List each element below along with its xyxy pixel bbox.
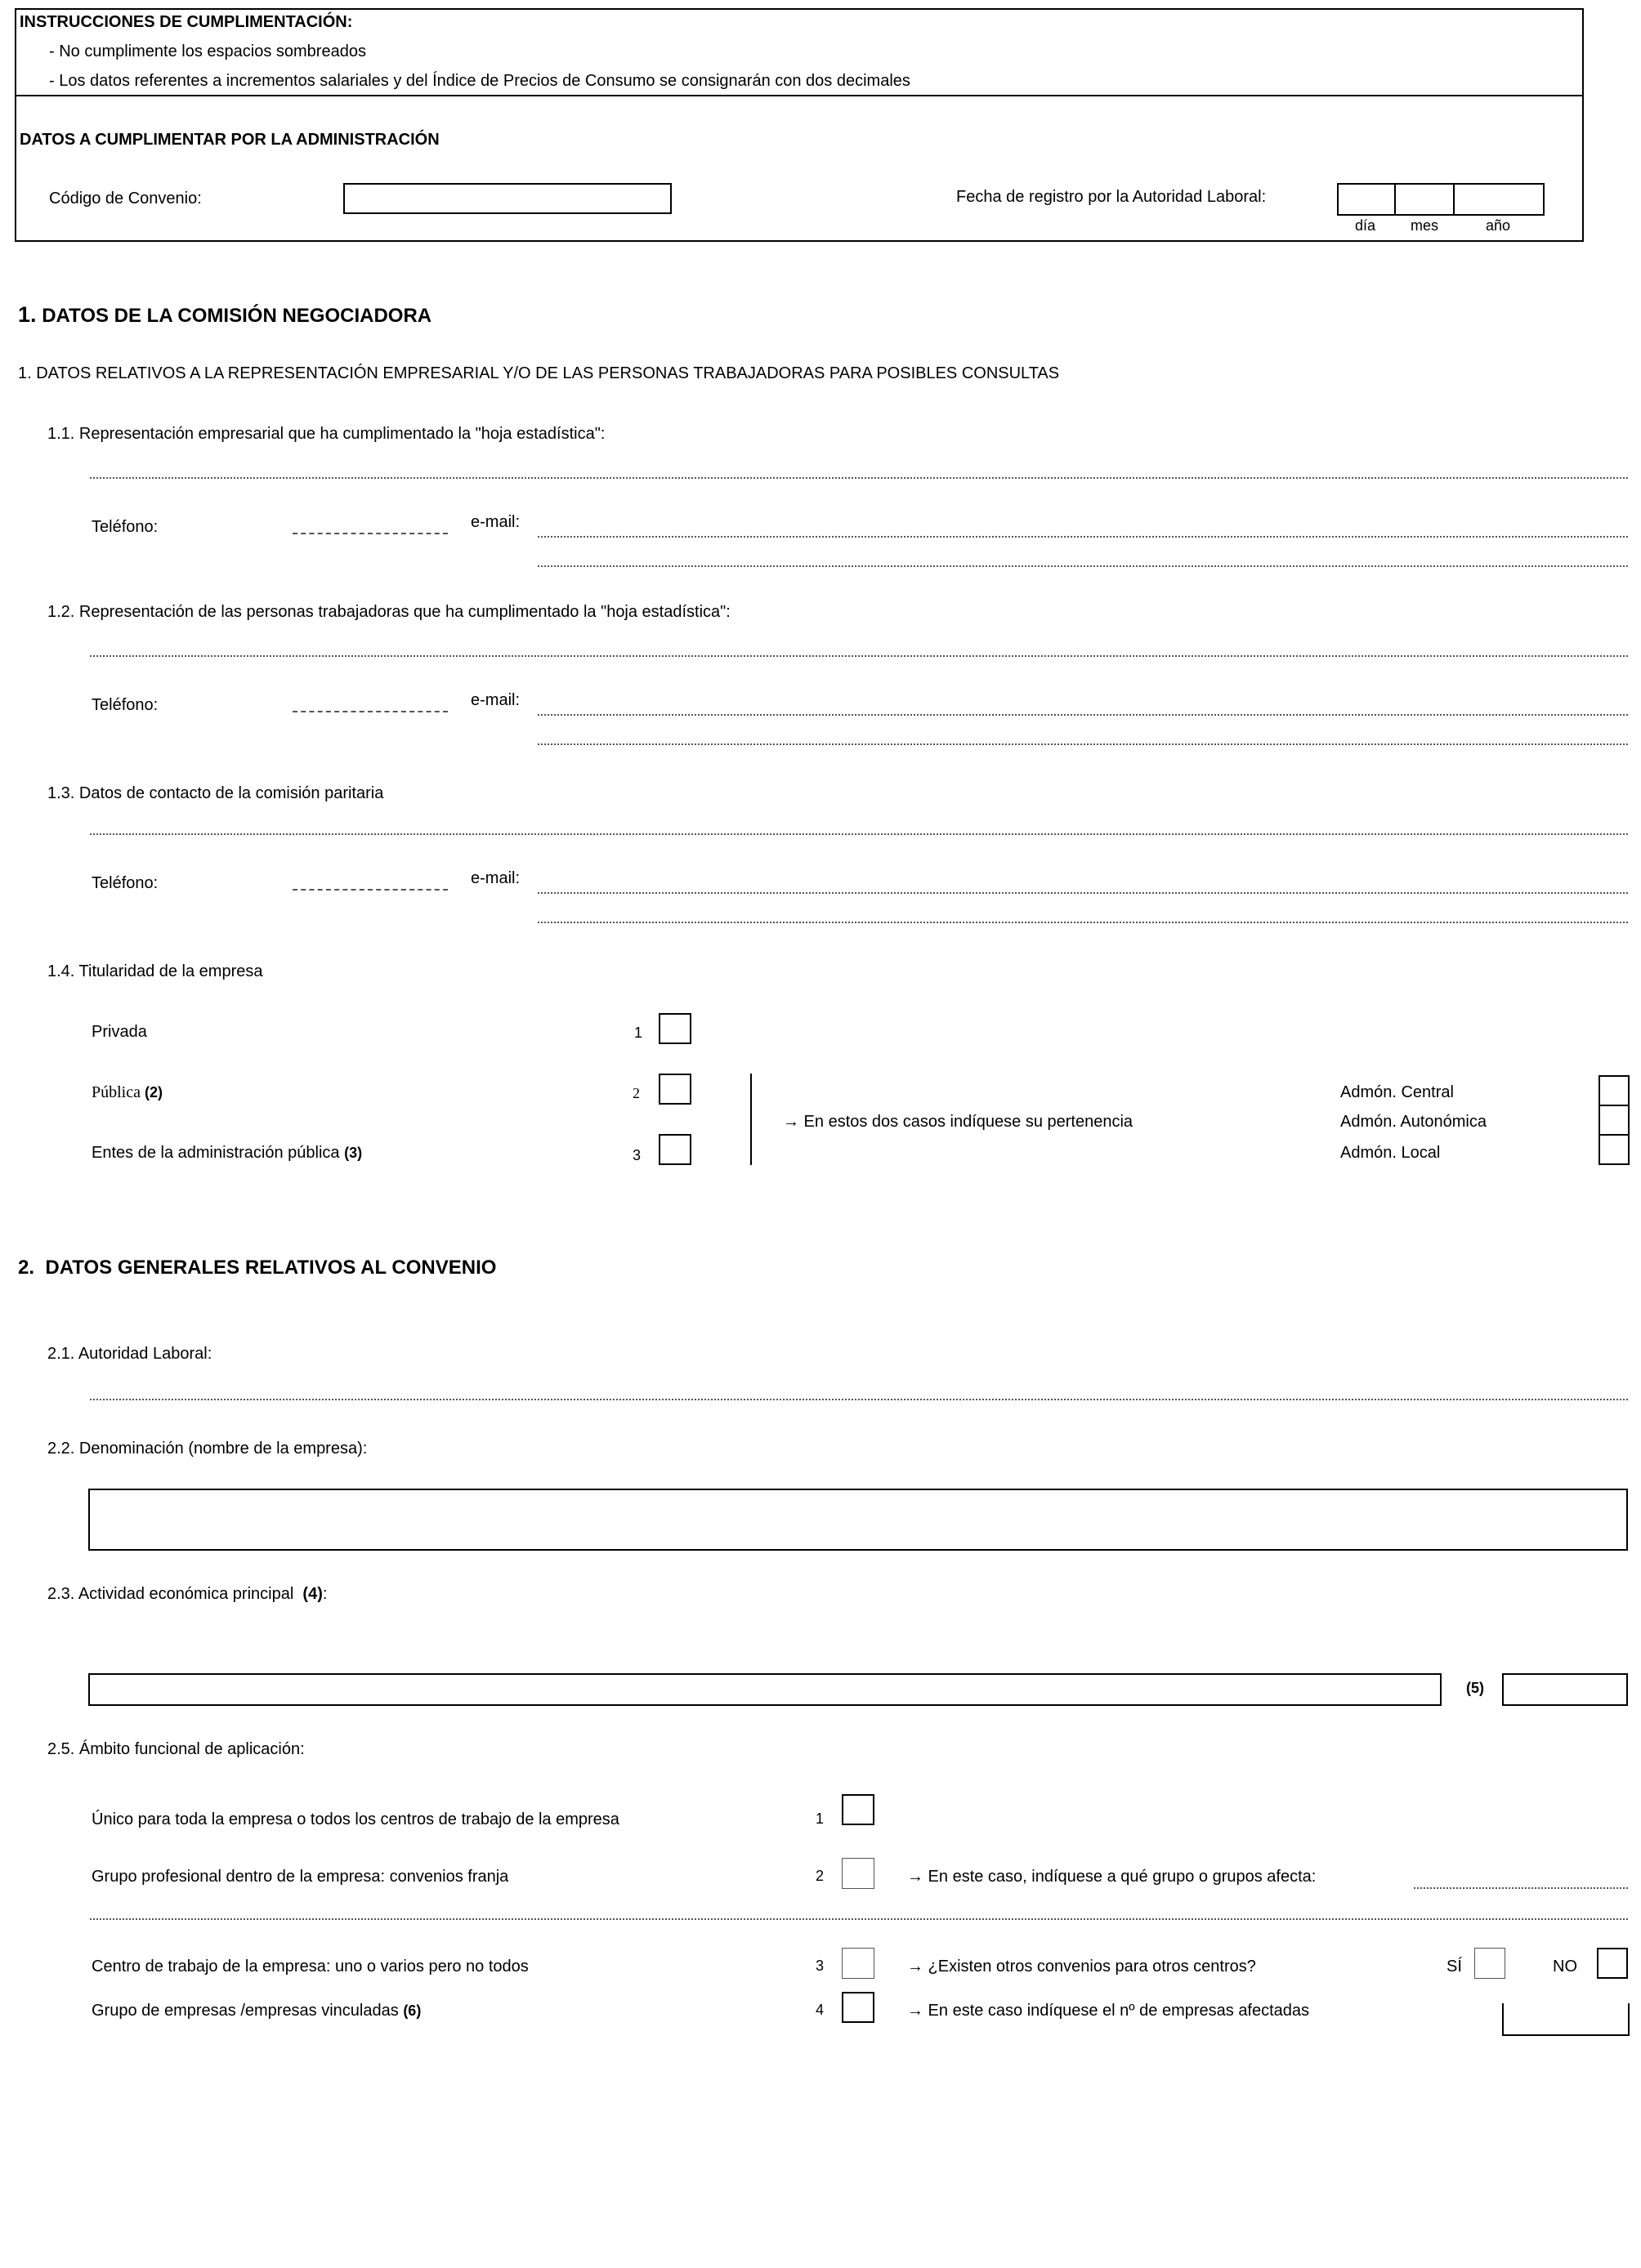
unico-number: 1 xyxy=(816,1810,825,1827)
grupo-emp-label xyxy=(92,2002,421,2020)
q13-email-label: e-mail: xyxy=(471,869,521,887)
si-label: SÍ xyxy=(1446,1958,1462,1976)
grupo-prof-checkbox[interactable] xyxy=(842,1858,874,1889)
fecha-mes-input[interactable] xyxy=(1394,183,1455,216)
no-checkbox[interactable] xyxy=(1597,1948,1628,1979)
grupo-emp-note: (6) xyxy=(403,2002,422,2019)
denominacion-input[interactable] xyxy=(88,1489,1628,1551)
q11-label: 1.1. Representación empresarial que ha cumplimentado la "hoja estadística": xyxy=(47,425,606,443)
fecha-anio-caption: año xyxy=(1486,217,1511,234)
publica-number: 2 xyxy=(633,1085,640,1101)
admon-local-label: Admón. Local xyxy=(1340,1144,1441,1162)
section1-heading xyxy=(18,302,431,328)
q23-label xyxy=(47,1585,327,1604)
section1-number: 1. xyxy=(18,302,37,327)
fecha-mes-caption: mes xyxy=(1411,217,1439,234)
section2-heading xyxy=(18,1257,496,1279)
q11-email-line-2[interactable] xyxy=(538,565,1628,567)
instructions-divider xyxy=(15,95,1584,96)
q13-telefono-label: Teléfono: xyxy=(92,874,159,892)
grupo-emp-checkbox[interactable] xyxy=(842,1992,874,2023)
publica-label xyxy=(92,1083,163,1102)
admon-central-label: Admón. Central xyxy=(1340,1083,1454,1101)
entes-number: 3 xyxy=(633,1147,642,1163)
q21-line[interactable] xyxy=(90,1399,1628,1400)
grupo-emp-arrow-label: → En este caso indíquese el nº de empresas afectadas xyxy=(907,2002,1310,2020)
centro-checkbox[interactable] xyxy=(842,1948,874,1979)
entes-note: (3) xyxy=(344,1145,363,1161)
instructions-line-2: - Los datos referentes a incrementos salariales y del Índice de Precios de Consumo se consignarán con dos decimales xyxy=(49,72,910,90)
actividad-input[interactable] xyxy=(88,1673,1442,1706)
instructions-title: INSTRUCCIONES DE CUMPLIMENTACIÓN: xyxy=(20,13,353,31)
actividad-code-input[interactable] xyxy=(1502,1673,1628,1706)
q13-telefono-line[interactable] xyxy=(293,889,448,891)
publica-text: Pública xyxy=(92,1083,141,1101)
q11-email-label: e-mail: xyxy=(471,513,521,531)
q14-label: 1.4. Titularidad de la empresa xyxy=(47,962,263,980)
grupo-prof-number: 2 xyxy=(816,1868,825,1884)
fecha-dia-input[interactable] xyxy=(1337,183,1396,216)
entes-text: Entes de la administración pública xyxy=(92,1144,340,1162)
privada-number: 1 xyxy=(634,1025,643,1041)
grupo-prof-arrow-label: → En este caso, indíquese a qué grupo o grupos afecta: xyxy=(907,1868,1317,1886)
q13-name-line[interactable] xyxy=(90,833,1628,835)
q23-text: 2.3. Actividad económica principal xyxy=(47,1585,294,1603)
entes-checkbox[interactable] xyxy=(659,1134,691,1165)
note-5: (5) xyxy=(1466,1680,1484,1696)
q11-email-line-1[interactable] xyxy=(538,536,1628,538)
q25-label: 2.5. Ámbito funcional de aplicación: xyxy=(47,1740,305,1758)
q23-colon: : xyxy=(322,1585,328,1603)
admon-autonomica-label: Admón. Autonómica xyxy=(1340,1113,1487,1131)
q12-label: 1.2. Representación de las personas trabajadoras que ha cumplimentado la "hoja estadística": xyxy=(47,603,731,621)
privada-label: Privada xyxy=(92,1023,147,1041)
grupo-emp-number: 4 xyxy=(816,2002,825,2018)
q12-telefono-label: Teléfono: xyxy=(92,696,159,714)
q12-email-label: e-mail: xyxy=(471,691,521,709)
grupo-prof-answer-line-2[interactable] xyxy=(90,1918,1628,1920)
unico-label: Único para toda la empresa o todos los centros de trabajo de la empresa xyxy=(92,1810,619,1828)
grupo-emp-text: Grupo de empresas /empresas vinculadas xyxy=(92,2002,399,2020)
pertenencia-bracket xyxy=(750,1074,752,1165)
codigo-convenio-label: Código de Convenio: xyxy=(49,190,202,208)
publica-note: (2) xyxy=(145,1084,163,1101)
q13-email-line-2[interactable] xyxy=(538,922,1628,923)
section1-subtitle: 1. DATOS RELATIVOS A LA REPRESENTACIÓN EMPRESARIAL Y/O DE LAS PERSONAS TRABAJADORAS PARA POSIBLES CONSULTAS xyxy=(18,364,1060,382)
instructions-line-1: - No cumplimente los espacios sombreados xyxy=(49,42,366,60)
admon-central-checkbox[interactable] xyxy=(1599,1075,1630,1106)
section1-title: DATOS DE LA COMISIÓN NEGOCIADORA xyxy=(42,305,432,327)
q11-telefono-label: Teléfono: xyxy=(92,518,159,536)
q21-label: 2.1. Autoridad Laboral: xyxy=(47,1345,212,1363)
fecha-registro-label: Fecha de registro por la Autoridad Laboral: xyxy=(956,188,1267,206)
q12-telefono-line[interactable] xyxy=(293,711,448,712)
entes-label xyxy=(92,1144,362,1163)
pertenencia-label: → En estos dos casos indíquese su pertenencia xyxy=(783,1113,1133,1131)
grupo-prof-answer-line[interactable] xyxy=(1414,1887,1628,1889)
no-label: NO xyxy=(1553,1958,1577,1976)
q11-name-line[interactable] xyxy=(90,477,1628,479)
grupo-prof-label: Grupo profesional dentro de la empresa: convenios franja xyxy=(92,1868,509,1886)
section2-number: 2. xyxy=(18,1257,35,1279)
q13-label: 1.3. Datos de contacto de la comisión paritaria xyxy=(47,784,384,802)
q13-email-line-1[interactable] xyxy=(538,892,1628,894)
admon-local-checkbox[interactable] xyxy=(1599,1134,1630,1165)
publica-checkbox[interactable] xyxy=(659,1074,691,1105)
q12-email-line-2[interactable] xyxy=(538,743,1628,745)
q12-name-line[interactable] xyxy=(90,655,1628,657)
q11-telefono-line[interactable] xyxy=(293,533,448,534)
q23-note: (4) xyxy=(302,1585,323,1603)
num-empresas-input[interactable] xyxy=(1502,2003,1630,2036)
si-checkbox[interactable] xyxy=(1474,1948,1505,1979)
q22-label: 2.2. Denominación (nombre de la empresa): xyxy=(47,1440,368,1458)
fecha-anio-input[interactable] xyxy=(1453,183,1545,216)
privada-checkbox[interactable] xyxy=(659,1013,691,1044)
fecha-dia-caption: día xyxy=(1355,217,1376,234)
centro-number: 3 xyxy=(816,1958,825,1974)
admon-autonomica-checkbox[interactable] xyxy=(1599,1105,1630,1136)
codigo-convenio-input[interactable] xyxy=(343,183,672,214)
admin-title: DATOS A CUMPLIMENTAR POR LA ADMINISTRACIÓN xyxy=(20,131,440,149)
section2-title: DATOS GENERALES RELATIVOS AL CONVENIO xyxy=(45,1257,497,1279)
centro-arrow-label: → ¿Existen otros convenios para otros centros? xyxy=(907,1958,1256,1976)
centro-label: Centro de trabajo de la empresa: uno o varios pero no todos xyxy=(92,1958,529,1976)
unico-checkbox[interactable] xyxy=(842,1794,874,1825)
q12-email-line-1[interactable] xyxy=(538,714,1628,716)
